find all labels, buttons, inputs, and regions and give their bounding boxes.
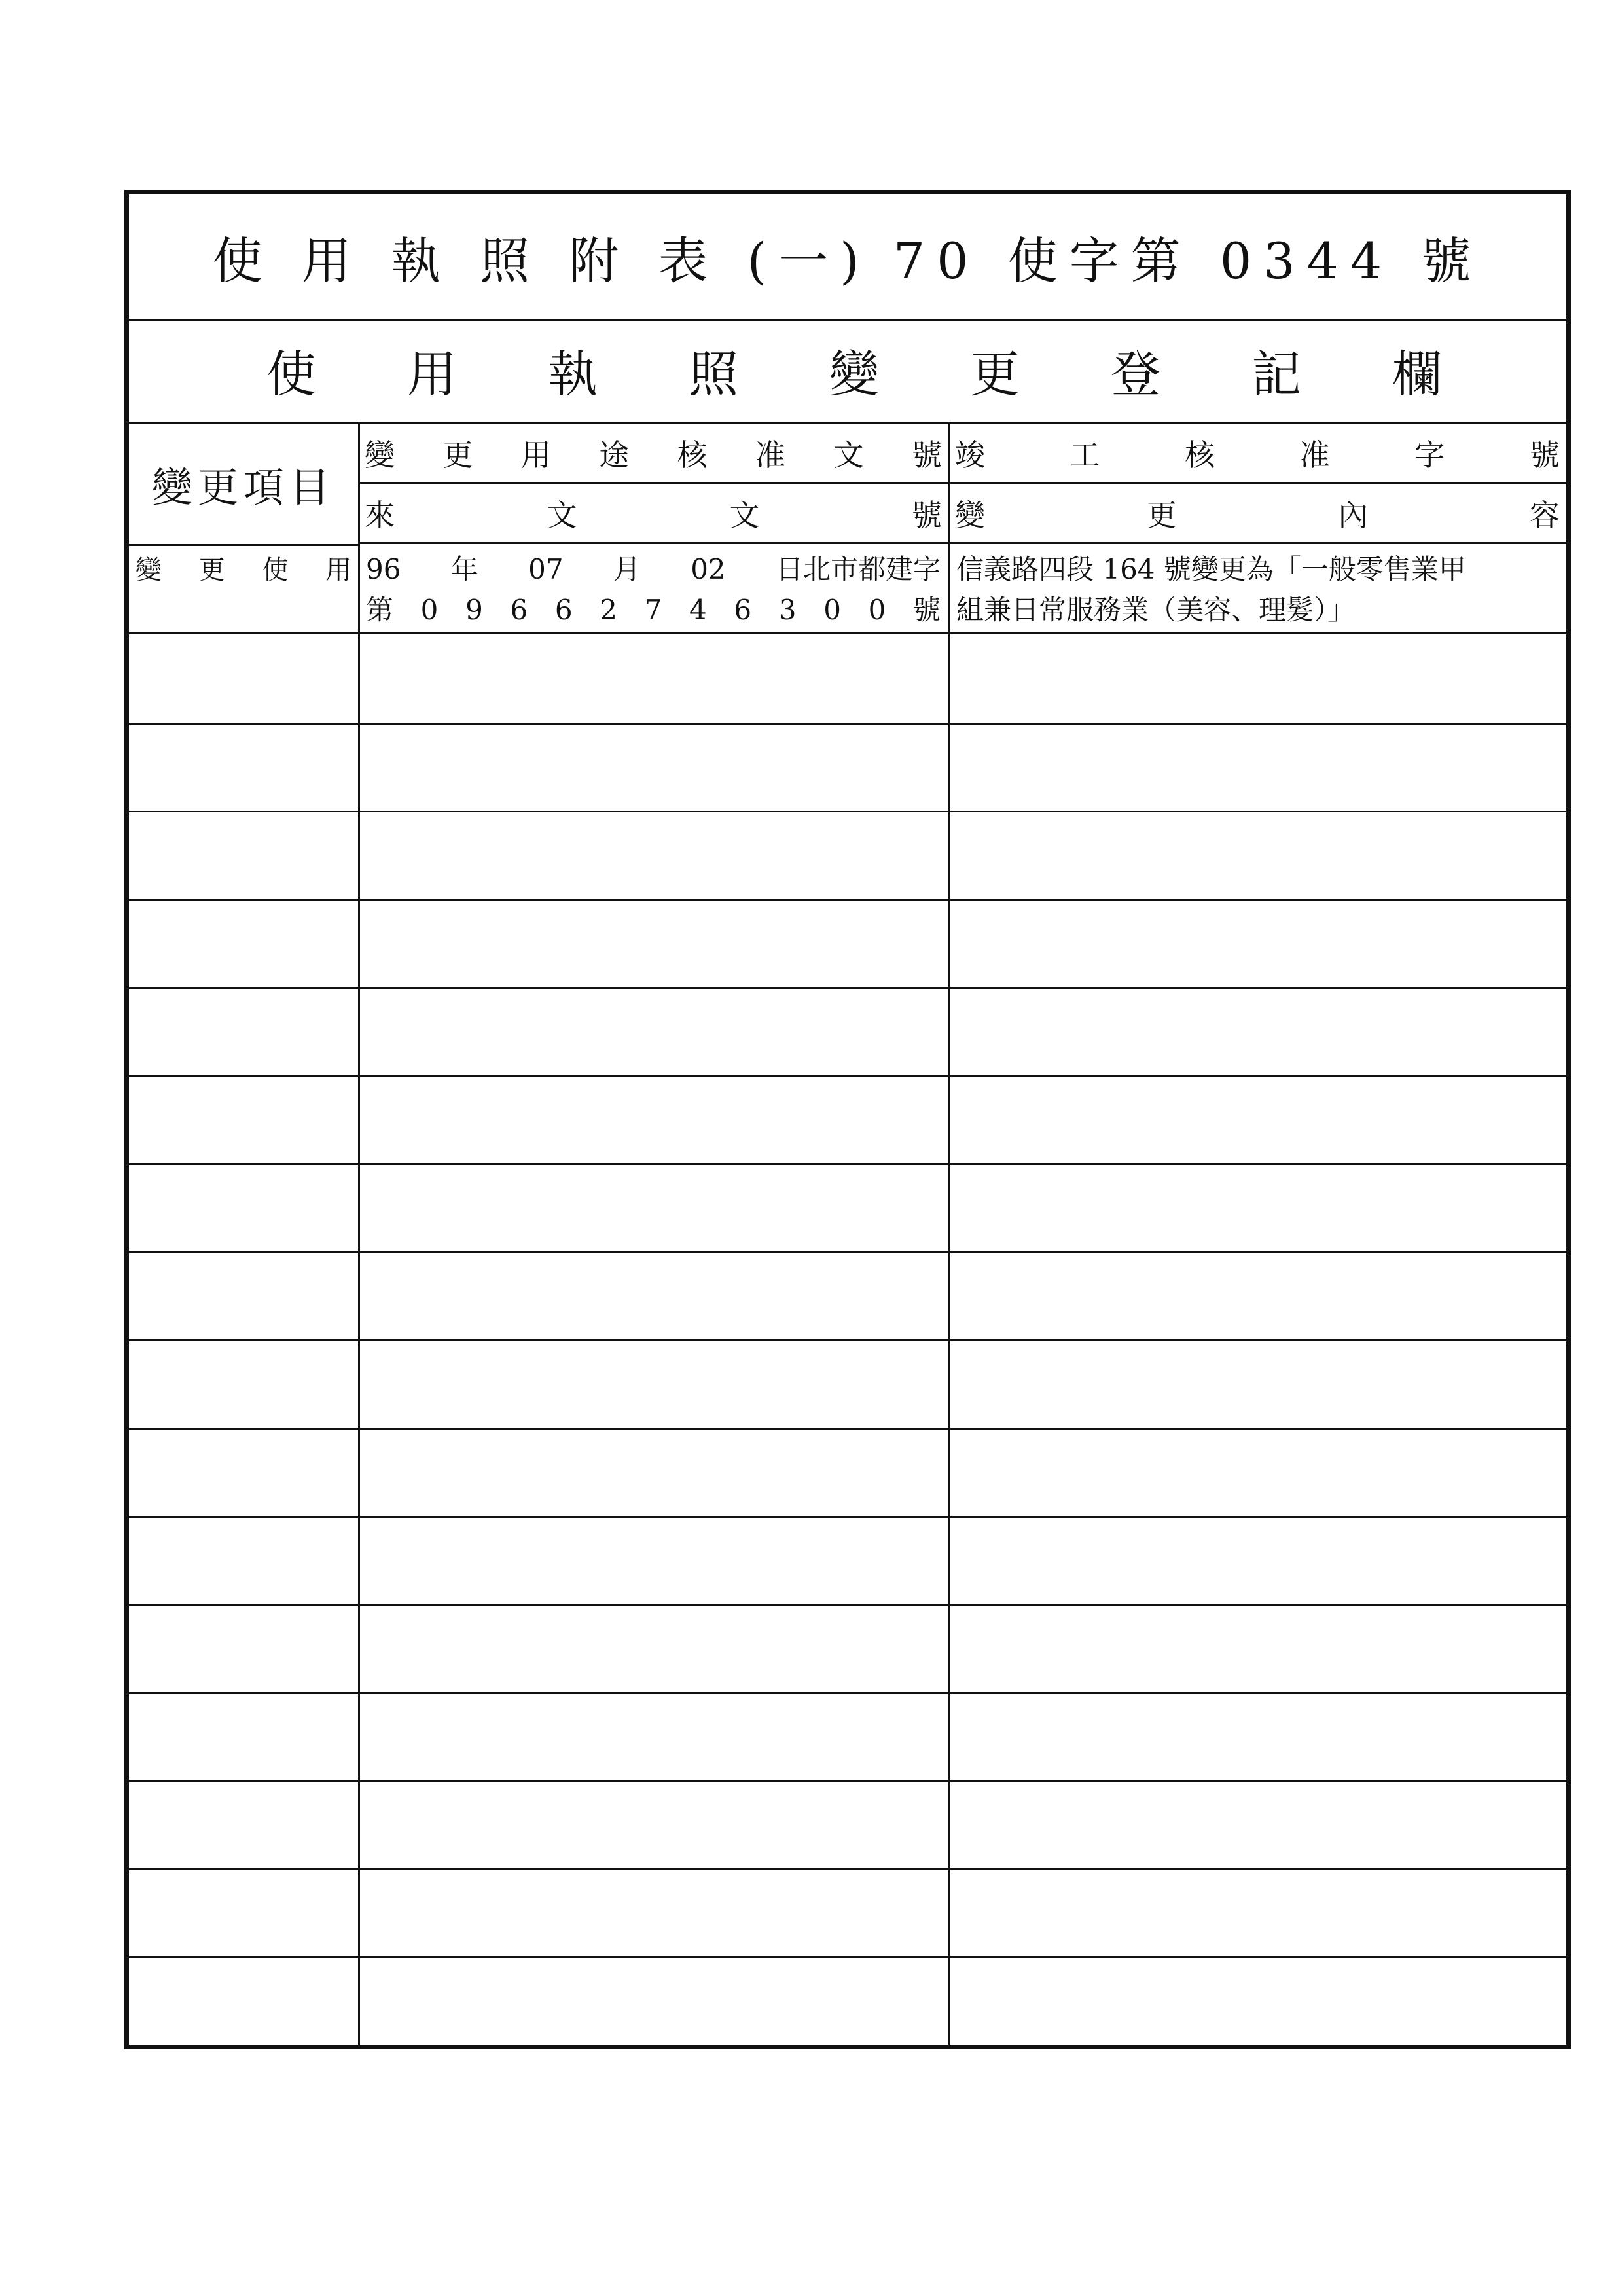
header-char: 准 (1299, 437, 1330, 473)
header-char: 核 (1185, 437, 1215, 473)
header-char: 號 (1529, 437, 1560, 473)
entry-token: 2 (600, 594, 617, 626)
entry-token: 07 (528, 553, 564, 585)
blank-row-line (129, 1956, 1566, 1958)
header-char: 文 (729, 497, 760, 533)
entry-token: 9 (465, 594, 483, 626)
entry-token: 號 (912, 594, 941, 626)
heading-char: 用 (407, 345, 457, 403)
blank-row-line (129, 1780, 1566, 1782)
heading-char: 登 (1111, 345, 1160, 403)
form-title (213, 221, 1483, 293)
header-completion-approval-no (948, 424, 1566, 484)
header-change-item: 變更項目 (129, 424, 358, 546)
entry-token: 0 (868, 594, 886, 626)
blank-row-line (129, 987, 1566, 989)
entry-token: 7 (644, 594, 662, 626)
heading-char: 欄 (1392, 345, 1442, 403)
header-char: 途 (599, 437, 630, 473)
header-char: 容 (1529, 497, 1560, 533)
header-char: 內 (1338, 497, 1369, 533)
heading-char: 變 (829, 345, 879, 403)
heading-char: 執 (548, 345, 598, 403)
entry-char: 變 (135, 555, 162, 585)
entry-doc-number (358, 544, 948, 634)
entry-token: 6 (554, 594, 573, 626)
blank-row-line (129, 1339, 1566, 1341)
entry-token: 3 (778, 594, 797, 626)
header-char: 准 (755, 437, 786, 473)
heading-char: 更 (970, 345, 1020, 403)
header-char: 號 (911, 497, 942, 533)
blank-row-line (129, 1868, 1566, 1870)
header-char: 文 (833, 437, 864, 473)
blank-row-line (129, 1251, 1566, 1253)
header-char: 變 (365, 437, 395, 473)
entry-token: 96 (366, 553, 401, 585)
blank-row-line (129, 1604, 1566, 1606)
entry-char: 更 (198, 555, 225, 585)
header-char: 工 (1070, 437, 1100, 473)
header-char: 變 (955, 497, 985, 533)
header-char: 竣 (955, 437, 985, 473)
blank-row-line (129, 723, 1566, 725)
blank-row-line (129, 899, 1566, 901)
entry-doc-line2 (366, 590, 941, 630)
heading-char: 使 (266, 345, 316, 403)
entry-char: 使 (262, 555, 289, 585)
title-row (129, 194, 1566, 321)
blank-row-line (129, 1516, 1566, 1518)
header-char: 文 (547, 497, 577, 533)
entry-content-line2: 組兼日常服務業（美容、理髮）」 (956, 594, 1356, 626)
entry-change-content (948, 544, 1566, 634)
blank-row-line (129, 1075, 1566, 1077)
blank-row-line (129, 1692, 1566, 1694)
entry-change-item (129, 544, 358, 634)
section-heading (129, 319, 1566, 424)
entry-token: 02 (691, 553, 726, 585)
entry-char: 用 (325, 555, 351, 585)
entry-doc-line1 (366, 549, 941, 590)
header-approval-doc-no (358, 424, 948, 484)
header-char: 來 (365, 497, 395, 533)
header-char: 用 (520, 437, 551, 473)
entry-token: 6 (510, 594, 528, 626)
heading-char: 記 (1251, 345, 1301, 403)
entry-content-line1: 信義路四段 164 號變更為「一般零售業甲 (956, 553, 1466, 585)
entry-token: 0 (823, 594, 841, 626)
form-title-left: 使 用 執 照 附 表 (一) (212, 231, 871, 290)
usage-license-form (124, 190, 1571, 2049)
form-title-right: 70 使字第 0344 號 (893, 231, 1483, 290)
entry-token: 0 (420, 594, 439, 626)
blank-row-line (129, 811, 1566, 812)
entry-token: 月 (613, 553, 641, 585)
column-divider (358, 424, 360, 2045)
entry-token: 第 (366, 594, 394, 626)
header-char: 更 (442, 437, 473, 473)
header-char: 號 (911, 437, 942, 473)
header-char: 字 (1414, 437, 1445, 473)
heading-char: 照 (689, 345, 738, 403)
column-divider (948, 424, 950, 2045)
blank-row-line (129, 1428, 1566, 1430)
header-char: 核 (677, 437, 708, 473)
entry-token: 6 (734, 594, 752, 626)
entry-token: 日北市都建字 (775, 553, 941, 585)
entry-token: 年 (450, 553, 478, 585)
header-char: 更 (1146, 497, 1177, 533)
blank-row-line (129, 1163, 1566, 1165)
entry-token: 4 (689, 594, 707, 626)
header-incoming-doc-no (358, 484, 948, 544)
header-change-content (948, 484, 1566, 544)
